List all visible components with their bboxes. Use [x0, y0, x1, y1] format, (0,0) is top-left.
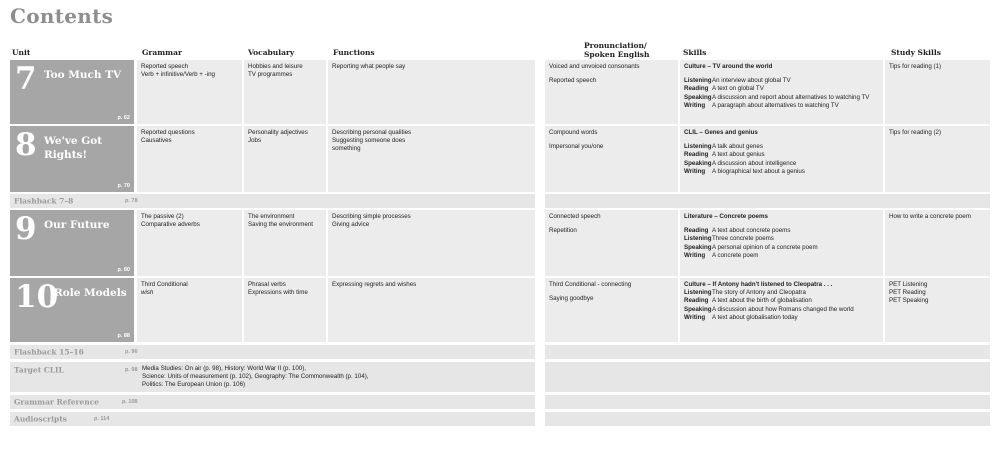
unit-title: We've Got Rights! [44, 135, 103, 161]
unit-9-functions: Describing simple processes Giving advice [328, 210, 535, 276]
grammar-reference-right [545, 395, 990, 409]
grammar-reference: Grammar Reference p. 108 [10, 395, 535, 409]
page-title: Contents [10, 4, 114, 28]
unit-page: p. 70 [117, 183, 130, 189]
unit-9-vocabulary: The environment Saving the environment [244, 210, 326, 276]
unit-10-study-skills: PET Listening PET Reading PET Speaking [885, 278, 990, 342]
unit-8-skills: CLIL – Genes and genius ListeningA talk about genes Reading A text about genius SpeakingA discussion about intelligence Writing A biographical text about a genius [680, 126, 883, 192]
unit-number: 10 [15, 279, 59, 315]
unit-7-skills: Culture – TV around the world ListeningAn interview about global TV Reading A text on global TV SpeakingA discussion and report about alternatives to watching TV Writing A paragraph about alternatives to watching TV [680, 60, 883, 124]
unit-10-functions: Expressing regrets and wishes [328, 278, 535, 342]
unit-10-grammar: Third Conditional wish [137, 278, 242, 342]
unit-number: 9 [15, 211, 37, 247]
header-unit: Unit [12, 48, 31, 57]
audioscripts: Audioscripts p. 114 [10, 412, 535, 426]
flashback-7-8: Flashback 7–8 p. 78 [10, 194, 535, 208]
unit-8-pronunciation: Compound words Impersonal you/one [545, 126, 678, 192]
unit-page: p. 62 [117, 115, 130, 121]
unit-7-box [10, 60, 134, 124]
unit-8-study-skills: Tips for reading (2) [885, 126, 990, 192]
unit-number: 8 [15, 127, 37, 163]
unit-10-skills: Culture – If Antony hadn't listened to Cleopatra . . . ListeningThe story of Antony and Cleopatra Reading A text about the birth of globalisation SpeakingA discussion about how Romans changed the world Writing A text about globalisation today [680, 278, 883, 342]
unit-7-vocabulary: Hobbies and leisure TV programmes [244, 60, 326, 124]
unit-7-functions: Reporting what people say [328, 60, 535, 124]
header-skills: Skills [683, 48, 707, 57]
unit-8-box [10, 126, 134, 192]
unit-7-pronunciation: Voiced and unvoiced consonants Reported speech [545, 60, 678, 124]
unit-7-grammar: Reported speech Verb + infinitive/Verb + -ing [137, 60, 242, 124]
unit-number: 7 [15, 61, 37, 97]
target-clil: Target CLIL p. 98 Media Studies: On air (p. 98), History: World War II (p. 100), Science: Units of measurement (p. 102), Geography: The Commonwealth (p. 104), Politics: The European Union (p. 106) [10, 362, 535, 392]
unit-10-box [10, 278, 134, 342]
unit-page: p. 80 [117, 267, 130, 273]
header-grammar: Grammar [142, 48, 182, 57]
unit-8-grammar: Reported questions Causatives [137, 126, 242, 192]
unit-title: Role Models [54, 287, 127, 299]
unit-title: Too Much TV [44, 69, 122, 81]
unit-8-vocabulary: Personality adjectives Jobs [244, 126, 326, 192]
unit-8-functions: Describing personal qualities Suggesting someone does something [328, 126, 535, 192]
unit-7-study-skills: Tips for reading (1) [885, 60, 990, 124]
target-clil-right [545, 362, 990, 392]
header-vocabulary: Vocabulary [248, 48, 295, 57]
unit-page: p. 88 [117, 333, 130, 339]
unit-9-pronunciation: Connected speech Repetition [545, 210, 678, 276]
unit-9-study-skills: How to write a concrete poem [885, 210, 990, 276]
header-functions: Functions [333, 48, 375, 57]
flashback-7-8-right [545, 194, 990, 208]
header-study-skills: Study Skills [891, 48, 941, 57]
unit-9-skills: Literature – Concrete poems Reading A text about concrete poems ListeningThree concrete poems SpeakingA personal opinion of a concrete poem Writing A concrete poem [680, 210, 883, 276]
unit-title: Our Future [44, 219, 110, 231]
unit-9-box [10, 210, 134, 276]
flashback-15-16-right [545, 345, 990, 359]
unit-10-vocabulary: Phrasal verbs Expressions with time [244, 278, 326, 342]
flashback-15-16: Flashback 15–16 p. 96 [10, 345, 535, 359]
audioscripts-right [545, 412, 990, 426]
unit-9-grammar: The passive (2) Comparative adverbs [137, 210, 242, 276]
unit-10-pronunciation: Third Conditional - connecting Saying goodbye [545, 278, 678, 342]
header-pronunciation: Pronunciation/ Spoken English [584, 41, 650, 59]
